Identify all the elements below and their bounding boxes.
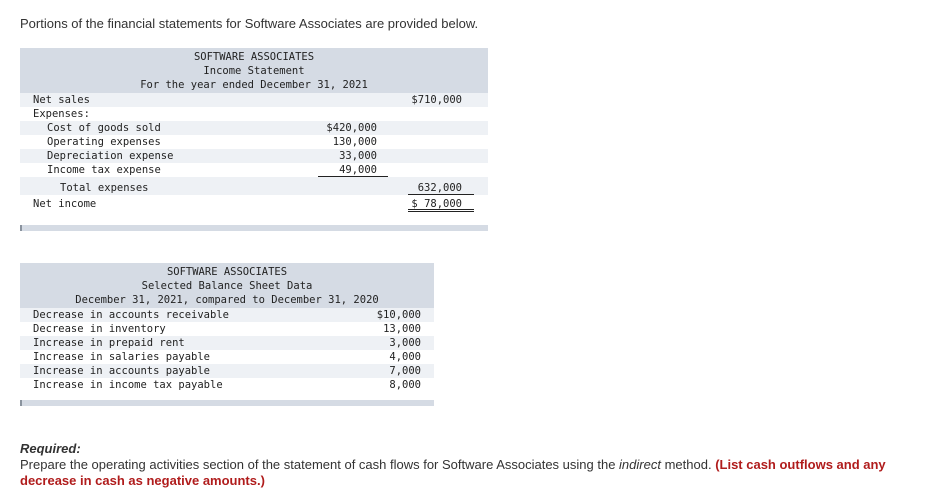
total-expenses-label: Total expenses xyxy=(60,182,149,194)
balance-sheet-header xyxy=(20,263,434,308)
balance-item-value: 13,000 xyxy=(383,323,421,335)
income-statement-period: For the year ended December 31, 2021 xyxy=(140,79,368,91)
required-text xyxy=(20,457,900,489)
expense-label: Income tax expense xyxy=(47,164,161,176)
balance-item-value: 8,000 xyxy=(389,379,421,391)
expense-row xyxy=(20,135,488,149)
balance-row xyxy=(20,364,434,378)
required-label: Required: xyxy=(20,441,81,456)
expense-value: 33,000 xyxy=(339,150,377,162)
balance-sheet-title: Selected Balance Sheet Data xyxy=(141,280,313,292)
required-instruction: (List cash outflows and any decrease in cash as negative amounts.) xyxy=(20,457,886,488)
balance-item-value: 4,000 xyxy=(389,351,421,363)
required-section xyxy=(20,441,900,489)
income-statement xyxy=(20,48,488,231)
income-statement-title: Income Statement xyxy=(203,65,305,77)
required-text-before: Prepare the operating activities section of the statement of cash flows for Software Associates using the xyxy=(20,457,620,472)
net-income-double-underline xyxy=(408,209,474,212)
intro-text: Portions of the financial statements for Software Associates are provided below. xyxy=(20,16,479,31)
expense-row xyxy=(20,163,488,177)
balance-item-value: 7,000 xyxy=(389,365,421,377)
balance-item-label: Increase in prepaid rent xyxy=(33,337,185,349)
balance-sheet-data xyxy=(20,263,434,406)
balance-item-label: Increase in income tax payable xyxy=(33,379,223,391)
expense-value: 49,000 xyxy=(339,164,377,176)
income-statement-footer-bar xyxy=(20,225,488,231)
net-sales-label: Net sales xyxy=(33,94,90,106)
income-statement-header xyxy=(20,48,488,93)
total-expenses-row xyxy=(20,177,488,195)
expense-value: 130,000 xyxy=(332,136,377,148)
net-sales-value: $710,000 xyxy=(411,94,462,106)
total-expenses-value: 632,000 xyxy=(417,182,462,194)
required-text-after: method. xyxy=(660,457,712,472)
expense-label: Cost of goods sold xyxy=(47,122,161,134)
net-income-row xyxy=(20,195,488,213)
required-text-italic: indirect xyxy=(619,457,661,472)
balance-item-label: Increase in accounts payable xyxy=(33,365,211,377)
balance-row xyxy=(20,378,434,392)
balance-item-value: $10,000 xyxy=(376,309,421,321)
balance-item-label: Decrease in inventory xyxy=(33,323,166,335)
expense-value: $420,000 xyxy=(326,122,377,134)
balance-item-label: Increase in salaries payable xyxy=(33,351,211,363)
income-company-name: SOFTWARE ASSOCIATES xyxy=(193,51,315,63)
balance-item-value: 3,000 xyxy=(389,337,421,349)
expense-row xyxy=(20,121,488,135)
net-sales-row xyxy=(20,93,488,107)
balance-company-name: SOFTWARE ASSOCIATES xyxy=(166,266,288,278)
balance-row xyxy=(20,308,434,322)
balance-row xyxy=(20,322,434,336)
expense-label: Depreciation expense xyxy=(47,150,174,162)
balance-row xyxy=(20,350,434,364)
expense-row xyxy=(20,149,488,163)
net-income-value: $ 78,000 xyxy=(411,198,462,210)
balance-row xyxy=(20,336,434,350)
expenses-label: Expenses: xyxy=(33,108,90,120)
balance-item-label: Decrease in accounts receivable xyxy=(33,309,229,321)
net-income-label: Net income xyxy=(33,198,97,210)
expense-label: Operating expenses xyxy=(47,136,161,148)
expenses-heading-row xyxy=(20,107,488,121)
balance-sheet-footer-bar xyxy=(20,400,434,406)
balance-sheet-period: December 31, 2021, compared to December 31, 2020 xyxy=(75,294,379,306)
